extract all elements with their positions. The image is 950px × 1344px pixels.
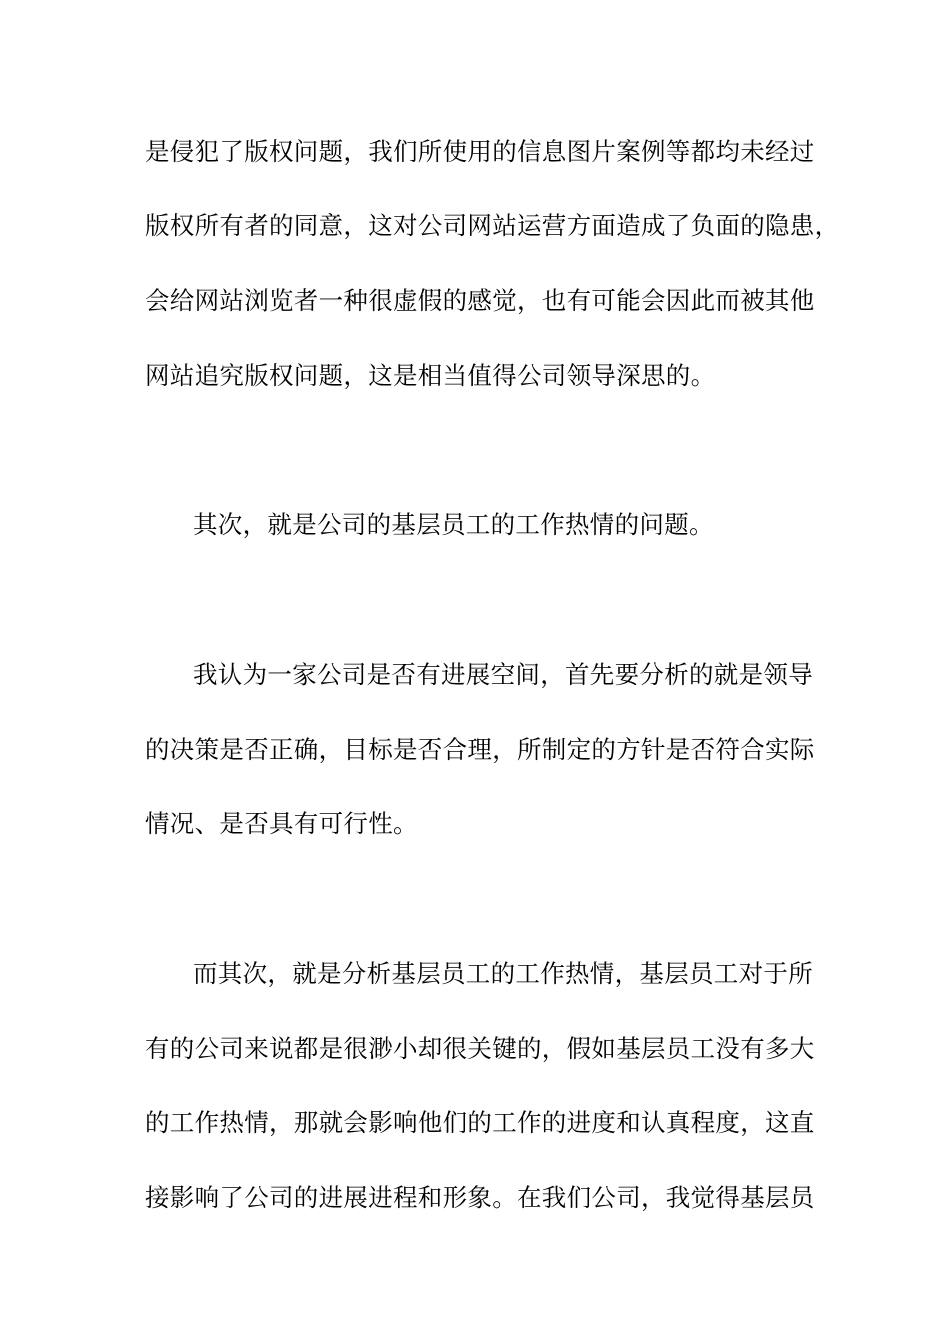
text-line: 的决策是否正确，目标是否合理，所制定的方针是否符合实际 xyxy=(145,735,815,764)
text-line: 是侵犯了版权问题，我们所使用的信息图片案例等都均未经过 xyxy=(145,137,815,166)
text-line: 情况、是否具有可行性。 xyxy=(145,809,418,838)
text-line: 的工作热情，那就会影响他们的工作的进度和认真程度，这直 xyxy=(145,1108,815,1137)
text-line: 接影响了公司的进展进程和形象。在我们公司，我觉得基层员 xyxy=(145,1183,815,1212)
text-line: 会给网站浏览者一种很虚假的感觉，也有可能会因此而被其他 xyxy=(145,286,815,315)
text-line: 版权所有者的同意，这对公司网站运营方面造成了负面的隐患， xyxy=(145,211,840,240)
text-line: 我认为一家公司是否有进展空间，首先要分析的就是领导 xyxy=(193,660,813,689)
text-line: 网站追究版权问题，这是相当值得公司领导深思的。 xyxy=(145,361,716,390)
text-line: 有的公司来说都是很渺小却很关键的，假如基层员工没有多大 xyxy=(145,1034,815,1063)
text-line: 而其次，就是分析基层员工的工作热情，基层员工对于所 xyxy=(193,959,813,988)
text-line: 其次，就是公司的基层员工的工作热情的问题。 xyxy=(193,510,714,539)
